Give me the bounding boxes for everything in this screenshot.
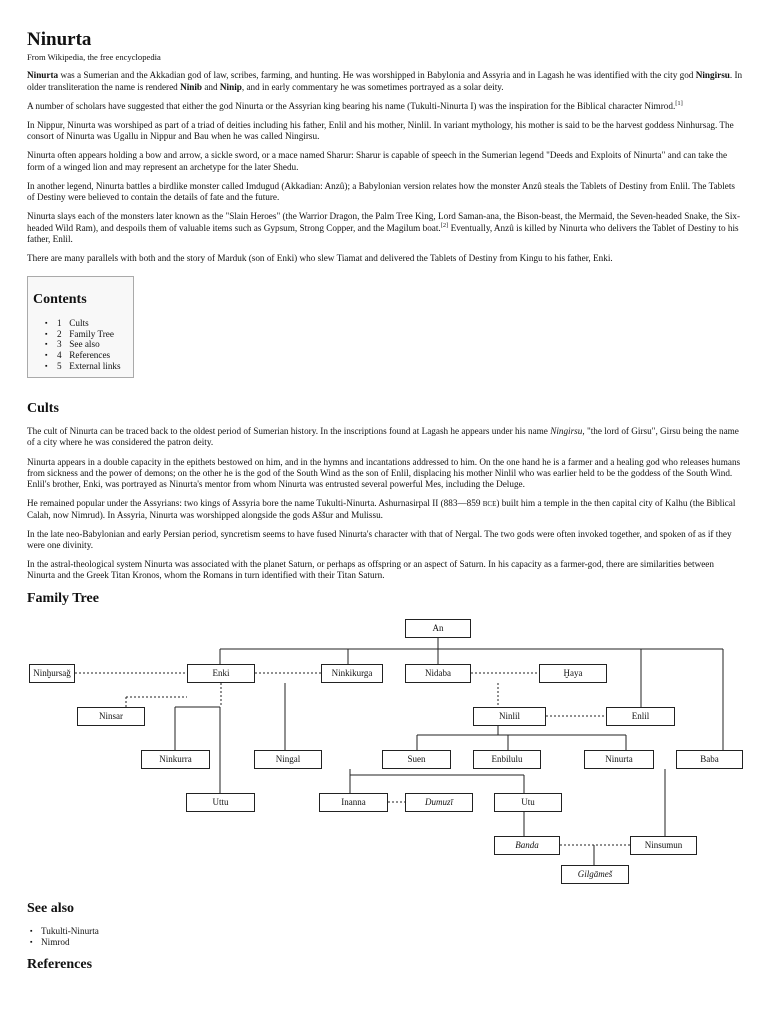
tree-node-ningal[interactable]: Ningal xyxy=(254,750,322,769)
tree-node-ninhursag[interactable]: Ninḫursağ xyxy=(29,664,75,683)
cults-paragraph-4: In the late neo-Babylonian and early Persian period, syncretism seems to have fused Ninurta's character with that of Nergal. The two gods were often invoked together, and spoken of as if they were one divinity. xyxy=(27,528,732,551)
reference-link-1[interactable]: [1] xyxy=(675,99,683,107)
table-of-contents xyxy=(27,276,134,378)
text-run: The cult of Ninurta can be traced back to the oldest period of Sumerian history. In the inscriptions found at Lagash he appears under his name xyxy=(27,426,551,437)
article xyxy=(27,30,743,982)
toc-item-references[interactable] xyxy=(47,350,121,361)
text-run: , and in early commentary he was sometimes portrayed as a solar deity. xyxy=(241,81,504,92)
text-run: Eventually, Anzû is killed by Ninurta who delivers the Tablet of Destiny to his father, Enlil. xyxy=(27,222,739,244)
tree-node-uttu[interactable]: Uttu xyxy=(186,793,255,812)
cults-paragraph-2: Ninurta appears in a double capacity in the epithets bestowed on him, and in the hymns and incantations addressed to him. On the one hand he is a farmer and a healing god who releases humans from sickness and the power of demons; on the other he is the god of the South Wind as the son of Enlil, displacing his mother Ninlil who was earlier held to be the goddess of the South Wind. Enlil's brother, Enki, was portrayed as Ninurta's mentor from whom Ninurta was entrusted several powerful Mes, including the Deluge. xyxy=(27,456,741,490)
intro-paragraph-4: Ninurta often appears holding a bow and arrow, a sickle sword, or a mace named Sharur: Sharur is capable of speech in the Sumerian legend "Deeds and Exploits of Ninurta" and can take the form of a winged lion and may represent an archetype for the later Shedu. xyxy=(27,150,728,172)
toc-label: External links xyxy=(69,360,121,371)
cults-paragraph-5: In the astral-theological system Ninurta was associated with the planet Saturn, or perhaps as offspring or an aspect of Saturn. In his capacity as a farmer-god, there are similarities between Ninurta and the Greek Titan Kronos, whom the Romans in turn identified with their Titan Saturn. xyxy=(27,559,714,581)
text-run: was a Sumerian and the Akkadian god of law, scribes, farming, and hunting. He was worshipped in Babylonia and Assyria and in Lagash he was identified with the city god xyxy=(58,70,696,81)
toc-item-cults[interactable] xyxy=(47,318,121,329)
toc-label: References xyxy=(69,350,111,361)
section-heading-cults: Cults xyxy=(27,401,59,417)
cults-paragraph-3 xyxy=(27,498,743,520)
toc-number: 5 xyxy=(57,360,62,371)
intro-paragraph-5: In another legend, Ninurta battles a birdlike monster called Imdugud (Akkadian: Anzû); a Babylonian version relates how the monster Anzû steals the Tablets of Destiny from Enlil. The Tablets of Destiny were believed to contain the details of fate and the future. xyxy=(27,180,736,203)
page-subtitle: From Wikipedia, the free encyclopedia xyxy=(27,51,161,62)
section-heading-references: References xyxy=(27,956,93,972)
intro-paragraph-1 xyxy=(27,70,743,92)
page-title: Ninurta xyxy=(27,29,92,50)
section-heading-family-tree: Family Tree xyxy=(27,590,99,606)
tree-node-ninsumun[interactable]: Ninsumun xyxy=(630,836,697,855)
bold-term: Ningirsu xyxy=(695,70,730,81)
toc-item-family-tree[interactable] xyxy=(47,329,121,340)
text-run: ) built him a temple in the then capital city of Kalhu (the Biblical Calah, now Nimrud). In Assyria, Ninurta was worshipped alongside the gods Aššur and Mulissu. xyxy=(27,498,736,520)
intro-paragraph-7: There are many parallels with both and the story of Marduk (son of Enki) who slew Tiamat and delivered the Tablets of Destiny from Kingu to his father, Enki. xyxy=(27,253,613,263)
tree-node-inanna[interactable]: Inanna xyxy=(319,793,388,812)
tree-node-nidaba[interactable]: Nidaba xyxy=(405,664,471,683)
see-also-list xyxy=(27,926,743,948)
toc-item-external-links[interactable] xyxy=(47,361,121,372)
tree-node-ninkikurga[interactable]: Ninkikurga xyxy=(321,664,383,683)
toc-number: 2 xyxy=(57,328,62,339)
era-abbreviation: BCE xyxy=(482,500,497,509)
tree-node-utu[interactable]: Utu xyxy=(494,793,562,812)
toc-title: Contents xyxy=(33,292,87,308)
tree-node-suen[interactable]: Suen xyxy=(382,750,451,769)
toc-number: 1 xyxy=(57,318,62,329)
intro-paragraph-6 xyxy=(27,211,743,245)
text-run: He remained popular under the Assyrians: two kings of Assyria bore the name Tukulti-Ninurta. Ashurnasirpal II (883—859 xyxy=(27,498,483,509)
toc-label: Cults xyxy=(69,318,89,329)
text-run: Ninurta slays each of the monsters later known as the "Slain Heroes" (the Warrior Dragon, the Palm Tree King, Lord Saman-ana, the Bison-beast, the Mermaid, the Seven-headed Snake, the Six-headed Wild Ram), and despoils them of valuable items such as Gypsum, Strong Copper, and the Magilum boat. xyxy=(27,211,741,233)
tree-node-banda[interactable]: Banda xyxy=(494,836,560,855)
tree-node-enki[interactable]: Enki xyxy=(187,664,255,683)
see-also-link-tukulti-ninurta[interactable]: ▪ Tukulti-Ninurta xyxy=(41,926,743,937)
text-run: . In older transliteration the name is rendered xyxy=(27,70,743,92)
tree-node-haya[interactable]: Ḫaya xyxy=(539,664,607,683)
bold-term: Ninip xyxy=(219,81,242,92)
toc-item-see-also[interactable] xyxy=(47,339,121,350)
toc-number: 3 xyxy=(57,339,62,350)
italic-term: Ningirsu xyxy=(550,426,583,437)
tree-node-gilgames[interactable]: Gilgāmeš xyxy=(561,865,629,884)
toc-label: Family Tree xyxy=(69,328,114,339)
see-also-link-nimrod[interactable]: ▪ Nimrod xyxy=(41,937,743,948)
intro-paragraph-2 xyxy=(27,101,743,112)
tree-node-ninurta[interactable]: Ninurta xyxy=(584,750,654,769)
bold-term: Ninurta xyxy=(27,70,59,81)
family-tree xyxy=(27,616,743,886)
tree-node-ninlil[interactable]: Ninlil xyxy=(473,707,546,726)
toc-number: 4 xyxy=(57,350,62,361)
tree-node-an[interactable]: An xyxy=(405,619,471,638)
toc-label: See also xyxy=(69,339,100,350)
tree-node-dumuzi[interactable]: Dumuzī xyxy=(405,793,473,812)
tree-node-ninkurra[interactable]: Ninkurra xyxy=(141,750,210,769)
cults-paragraph-1 xyxy=(27,426,743,448)
intro-paragraph-3: In Nippur, Ninurta was worshiped as part of a triad of deities including his father, Enlil and his mother, Ninlil. In variant mythology, his mother is said to be the harvest goddess Ninhursag. The consort of Ninurta was Ugallu in Nippur and Bau when he was called Ningirsu. xyxy=(27,120,734,142)
tree-node-enbilulu[interactable]: Enbilulu xyxy=(473,750,541,769)
tree-node-baba[interactable]: Baba xyxy=(676,750,743,769)
section-heading-see-also: See also xyxy=(27,900,75,916)
reference-link-2[interactable]: [2] xyxy=(440,221,449,229)
text-run: A number of scholars have suggested that either the god Ninurta or the Assyrian king bearing his name (Tukulti-Ninurta I) was the inspiration for the Biblical character Nimrod. xyxy=(27,100,676,111)
tree-node-ninsar[interactable]: Ninsar xyxy=(77,707,145,726)
tree-node-enlil[interactable]: Enlil xyxy=(606,707,675,726)
text-run: , "the lord of Girsu", Girsu being the name of a city where he was considered the patron deity. xyxy=(27,426,739,448)
toc-list xyxy=(33,318,121,371)
text-run: and xyxy=(202,81,220,92)
bold-term: Ninib xyxy=(180,81,203,92)
